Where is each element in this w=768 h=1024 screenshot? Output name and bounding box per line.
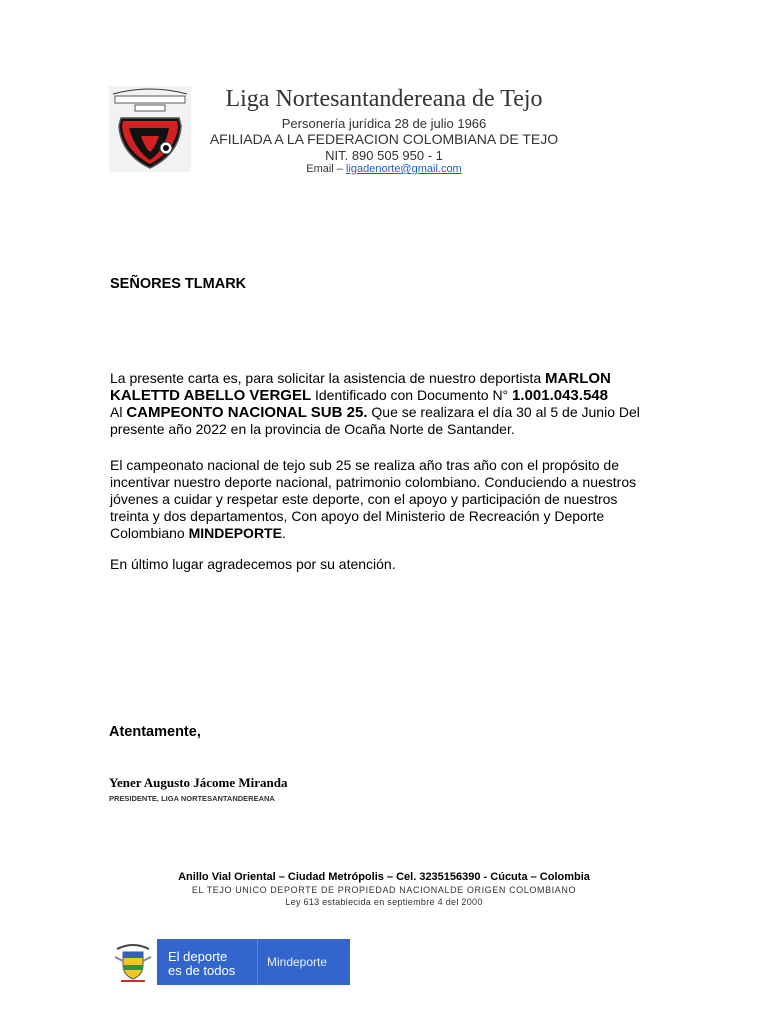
signer-title: PRESIDENTE, LIGA NORTESANTANDEREANA: [109, 794, 275, 803]
legal-status: Personería jurídica 28 de julio 1966: [281, 116, 487, 131]
text: .: [281, 525, 286, 541]
athlete-name: MARLON KALETTD ABELLO VERGEL: [110, 370, 611, 404]
footer-tagline: EL TEJO UNICO DEPORTE DE PROPIEDAD NACIONALDE ORIGEN COLOMBIANO: [191, 885, 577, 895]
footer-address: Anillo Vial Oriental – Ciudad Metrópolis – Cel. 3235156390 - Cúcuta – Colombia: [178, 871, 590, 883]
event-name: CAMPEONTO NACIONAL SUB 25.: [126, 404, 368, 421]
text: La presente carta es, para solicitar la asistencia de nuestro deportista: [110, 370, 546, 386]
text: Identificado con Documento N°: [311, 387, 513, 403]
banner-slogan: [157, 939, 365, 985]
text: El campeonato nacional de tejo sub 25 se realiza año tras año con el propósito de incentivar nuestro deporte nacional, patrimonio colombiano. Conduciendo a nuestros jóvenes a cuidar y respetar este deporte, con el apoyo y participación de nuestros treinta y dos departamentos, Con apoyo del Ministerio de Recreación y Deporte Colombiano: [110, 457, 637, 541]
thanks-paragraph: En último lugar agradecemos por su atención.: [110, 556, 396, 572]
slogan-line1: El deporte: [168, 949, 228, 964]
email-line: [200, 163, 568, 175]
letterhead-title: Liga Nortesantandereana de Tejo: [225, 86, 543, 112]
slogan-line2: es de todos: [168, 963, 236, 978]
text: Que se realizara el día 30 al 5 de Junio Del presente año 2022 en la provincia de Ocaña Norte de Santander.: [110, 404, 640, 437]
email-label: Email –: [306, 163, 346, 175]
closing: Atentamente,: [109, 724, 201, 740]
banner-brand: Mindeporte: [267, 955, 328, 969]
text: Al: [110, 404, 127, 420]
recipient: SEÑORES TLMARK: [110, 276, 247, 292]
mindeporte-banner: [109, 939, 350, 985]
document-number: 1.001.043.548: [512, 387, 608, 404]
footer-law: Ley 613 establecida en septiembre 4 del 2000: [285, 897, 483, 907]
signer-name: Yener Augusto Jácome Miranda: [109, 775, 288, 790]
email-link[interactable]: ligadenorte@gmail.com: [346, 163, 462, 175]
colombia-coat-of-arms-icon: [109, 939, 157, 985]
league-logo: [109, 86, 191, 172]
ministry-name: MINDEPORTE: [188, 525, 282, 541]
banner-divider: [257, 939, 258, 985]
request-paragraph: [110, 370, 660, 438]
purpose-paragraph: [110, 457, 660, 542]
affiliation: AFILIADA A LA FEDERACION COLOMBIANA DE TEJO: [209, 131, 559, 147]
tax-id: NIT. 890 505 950 - 1: [325, 148, 443, 163]
